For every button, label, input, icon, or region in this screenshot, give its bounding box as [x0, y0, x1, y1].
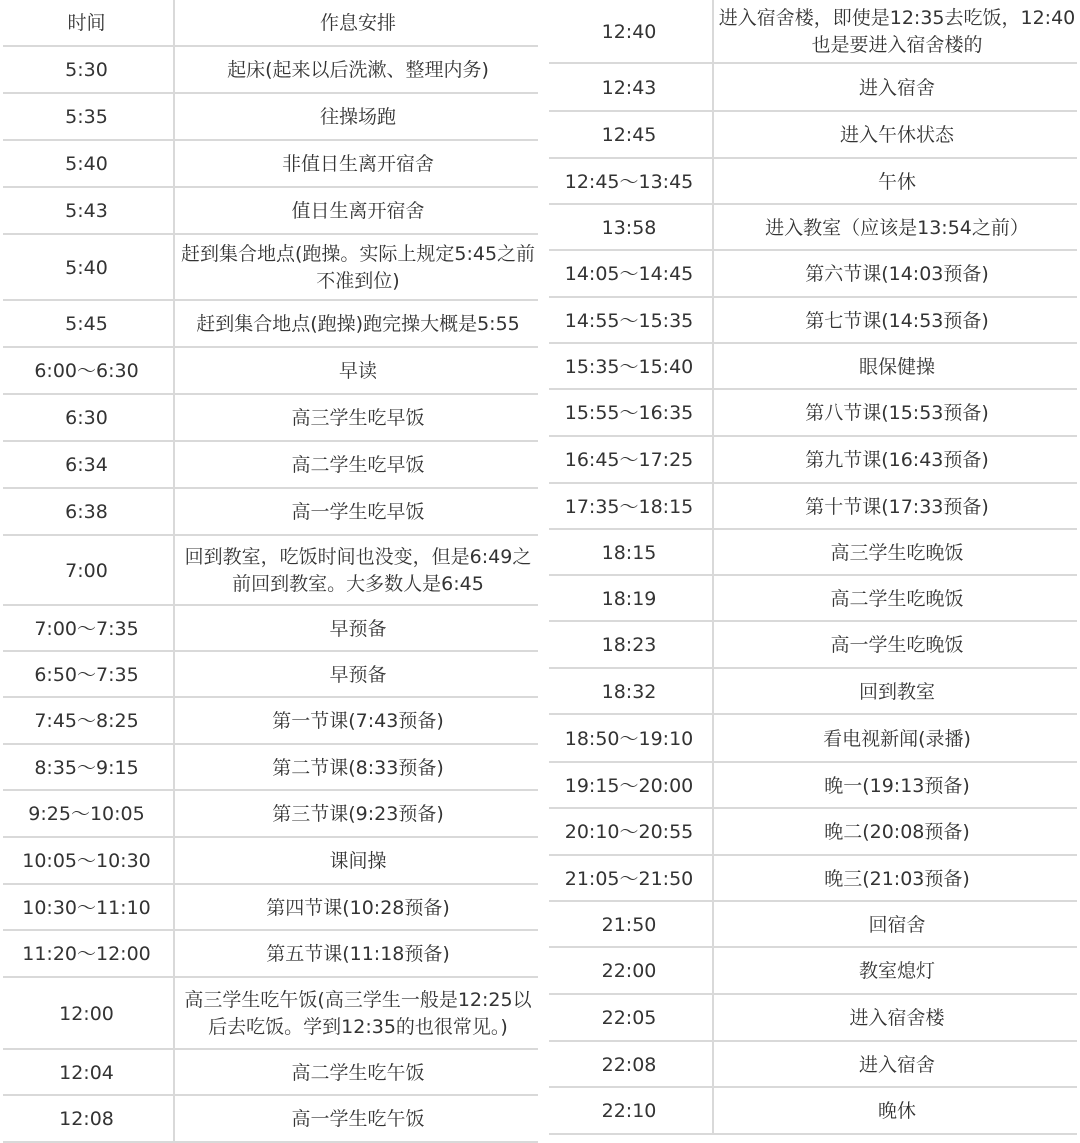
activity-cell: 起床(起来以后洗漱、整理内务)	[227, 59, 489, 81]
table-row	[0, 838, 541, 885]
activity-cell: 早预备	[329, 663, 387, 686]
time-cell: 20:10～20:55	[546, 809, 714, 856]
table-row	[546, 64, 1080, 112]
activity-cell: 高二学生吃午饭	[291, 1061, 425, 1084]
time-cell: 6:30	[0, 395, 175, 442]
activity-cell: 高一学生吃午饭	[291, 1108, 425, 1130]
activity-cell: 回到教室	[858, 680, 935, 703]
activity-cell: 早读	[338, 360, 377, 382]
time-cell: 5:30	[0, 47, 175, 94]
time-cell: 6:00～6:30	[0, 348, 175, 395]
activity-cell: 值日生离开宿舍	[291, 200, 425, 222]
activity-cell: 进入宿舍楼	[849, 1007, 945, 1029]
table-row	[546, 856, 1080, 902]
time-cell: 13:58	[546, 205, 714, 251]
table-row	[0, 652, 541, 698]
table-row	[546, 902, 1080, 948]
time-cell: 18:23	[546, 622, 714, 669]
time-cell: 18:15	[546, 530, 714, 576]
table-row	[546, 390, 1080, 437]
table-row	[0, 931, 541, 978]
time-cell: 22:10	[546, 1088, 714, 1135]
time-cell: 22:00	[546, 948, 714, 995]
table-row	[546, 251, 1080, 298]
table-row	[546, 809, 1080, 856]
activity-cell: 进入宿舍	[858, 76, 935, 99]
time-cell: 6:38	[0, 489, 175, 536]
table-row	[546, 1088, 1080, 1135]
time-cell: 6:34	[0, 442, 175, 489]
table-row	[546, 576, 1080, 622]
time-cell: 12:45～13:45	[546, 159, 714, 205]
table-row	[0, 745, 541, 791]
activity-cell: 第二节课(8:33预备)	[272, 756, 444, 779]
time-cell: 5:35	[0, 94, 175, 141]
activity-cell: 高一学生吃早饭	[291, 501, 425, 523]
time-cell: 5:43	[0, 188, 175, 235]
activity-cell: 往操场跑	[319, 106, 396, 128]
time-cell: 15:55～16:35	[546, 390, 714, 437]
activity-cell: 进入午休状态	[839, 124, 954, 146]
time-cell: 10:05～10:30	[0, 838, 175, 885]
table-row	[0, 94, 541, 141]
activity-cell: 回宿舍	[868, 913, 926, 936]
time-cell: 9:25～10:05	[0, 791, 175, 838]
table-row	[0, 188, 541, 235]
time-cell: 21:05～21:50	[546, 856, 714, 902]
activity-cell: 第十节课(17:33预备)	[805, 495, 989, 518]
time-cell: 11:20～12:00	[0, 931, 175, 978]
table-row	[0, 1096, 541, 1143]
time-cell: 7:45～8:25	[0, 698, 175, 745]
time-cell: 8:35～9:15	[0, 745, 175, 791]
time-cell: 18:32	[546, 669, 714, 715]
table-row	[0, 536, 541, 606]
activity-cell: 第七节课(14:53预备)	[805, 309, 989, 332]
time-cell: 12:45	[546, 112, 714, 159]
table-row	[546, 205, 1080, 251]
activity-cell: 晚一(19:13预备)	[824, 774, 970, 797]
table-row	[546, 948, 1080, 995]
time-cell: 15:35～15:40	[546, 344, 714, 390]
table-row	[0, 141, 541, 188]
table-row	[546, 715, 1080, 763]
activity-cell: 第一节课(7:43预备)	[272, 710, 444, 732]
activity-cell: 第八节课(15:53预备)	[805, 402, 989, 424]
schedule-table-right	[546, 0, 1080, 1135]
table-row	[0, 698, 541, 745]
table-row	[0, 47, 541, 94]
table-row	[0, 301, 541, 348]
activity-cell: 晚三(21:03预备)	[824, 867, 970, 890]
time-cell: 18:50～19:10	[546, 715, 714, 763]
table-row	[0, 1050, 541, 1096]
activity-cell: 第四节课(10:28预备)	[266, 896, 450, 919]
table-row	[546, 344, 1080, 390]
activity-cell: 第五节课(11:18预备)	[266, 943, 450, 965]
time-cell: 19:15～20:00	[546, 763, 714, 809]
table-row	[0, 489, 541, 536]
time-cell: 12:43	[546, 64, 714, 112]
activity-cell: 眼保健操	[858, 355, 935, 378]
activity-cell: 高二学生吃早饭	[291, 454, 425, 476]
activity-cell: 回到教室，吃饭时间也没变，但是6:49之前回到教室。大多数人是6:45	[184, 546, 532, 595]
table-body-left	[0, 47, 541, 1143]
activity-cell: 高三学生吃早饭	[291, 407, 425, 429]
activity-cell: 第三节课(9:23预备)	[272, 803, 444, 825]
activity-cell: 教室熄灯	[858, 960, 935, 982]
table-row	[546, 437, 1080, 484]
table-row	[546, 530, 1080, 576]
time-cell: 7:00～7:35	[0, 606, 175, 652]
table-row	[546, 763, 1080, 809]
table-row	[0, 442, 541, 489]
table-row	[546, 484, 1080, 530]
time-cell: 5:40	[0, 235, 175, 301]
activity-cell: 赶到集合地点(跑操)跑完操大概是5:55	[196, 313, 520, 335]
time-cell: 12:04	[0, 1050, 175, 1096]
table-row	[0, 606, 541, 652]
table-row	[546, 112, 1080, 159]
time-cell: 22:05	[546, 995, 714, 1042]
activity-cell: 高一学生吃晚饭	[830, 634, 964, 656]
table-row	[546, 669, 1080, 715]
time-cell: 14:05～14:45	[546, 251, 714, 298]
time-cell: 12:40	[546, 0, 714, 64]
activity-cell: 课间操	[329, 850, 387, 872]
table-row	[0, 348, 541, 395]
table-row	[546, 159, 1080, 205]
activity-cell: 晚二(20:08预备)	[824, 821, 970, 843]
table-row	[546, 995, 1080, 1042]
time-cell: 10:30～11:10	[0, 885, 175, 931]
table-row	[0, 791, 541, 838]
time-cell: 21:50	[546, 902, 714, 948]
activity-cell: 晚休	[877, 1100, 916, 1122]
activity-cell: 第九节课(16:43预备)	[805, 449, 989, 471]
header-time: 时间	[0, 0, 175, 47]
table-row	[546, 298, 1080, 344]
time-cell: 17:35～18:15	[546, 484, 714, 530]
table-row	[546, 1042, 1080, 1088]
time-cell: 5:40	[0, 141, 175, 188]
table-body-right	[546, 0, 1080, 1135]
time-cell: 5:45	[0, 301, 175, 348]
table-row	[0, 885, 541, 931]
activity-cell: 高三学生吃晚饭	[830, 541, 964, 564]
activity-cell: 看电视新闻(录播)	[823, 727, 971, 750]
activity-cell: 赶到集合地点(跑操。实际上规定5:45之前不准到位)	[180, 243, 536, 292]
activity-cell: 高二学生吃晚饭	[830, 587, 964, 610]
time-cell: 22:08	[546, 1042, 714, 1088]
activity-cell: 高三学生吃午饭(高三学生一般是12:25以后去吃饭。学到12:35的也很常见。)	[184, 989, 532, 1038]
activity-cell: 早预备	[329, 617, 387, 640]
time-cell: 7:00	[0, 536, 175, 606]
activity-cell: 进入宿舍	[858, 1053, 935, 1076]
time-cell: 16:45～17:25	[546, 437, 714, 484]
time-cell: 14:55～15:35	[546, 298, 714, 344]
table-row	[546, 622, 1080, 669]
table-header-row	[0, 0, 541, 47]
activity-cell: 进入宿舍楼，即使是12:35去吃饭，12:40也是要进入宿舍楼的	[718, 7, 1076, 56]
table-row	[0, 978, 541, 1050]
time-cell: 12:08	[0, 1096, 175, 1143]
table-row	[0, 395, 541, 442]
table-row	[0, 235, 541, 301]
time-cell: 18:19	[546, 576, 714, 622]
time-cell: 6:50～7:35	[0, 652, 175, 698]
activity-cell: 非值日生离开宿舍	[281, 153, 434, 175]
header-activity: 作息安排	[319, 12, 396, 34]
activity-cell: 午休	[877, 170, 916, 193]
activity-cell: 第六节课(14:03预备)	[805, 263, 989, 285]
time-cell: 12:00	[0, 978, 175, 1050]
table-row	[546, 0, 1080, 64]
activity-cell: 进入教室（应该是13:54之前）	[765, 216, 1029, 239]
